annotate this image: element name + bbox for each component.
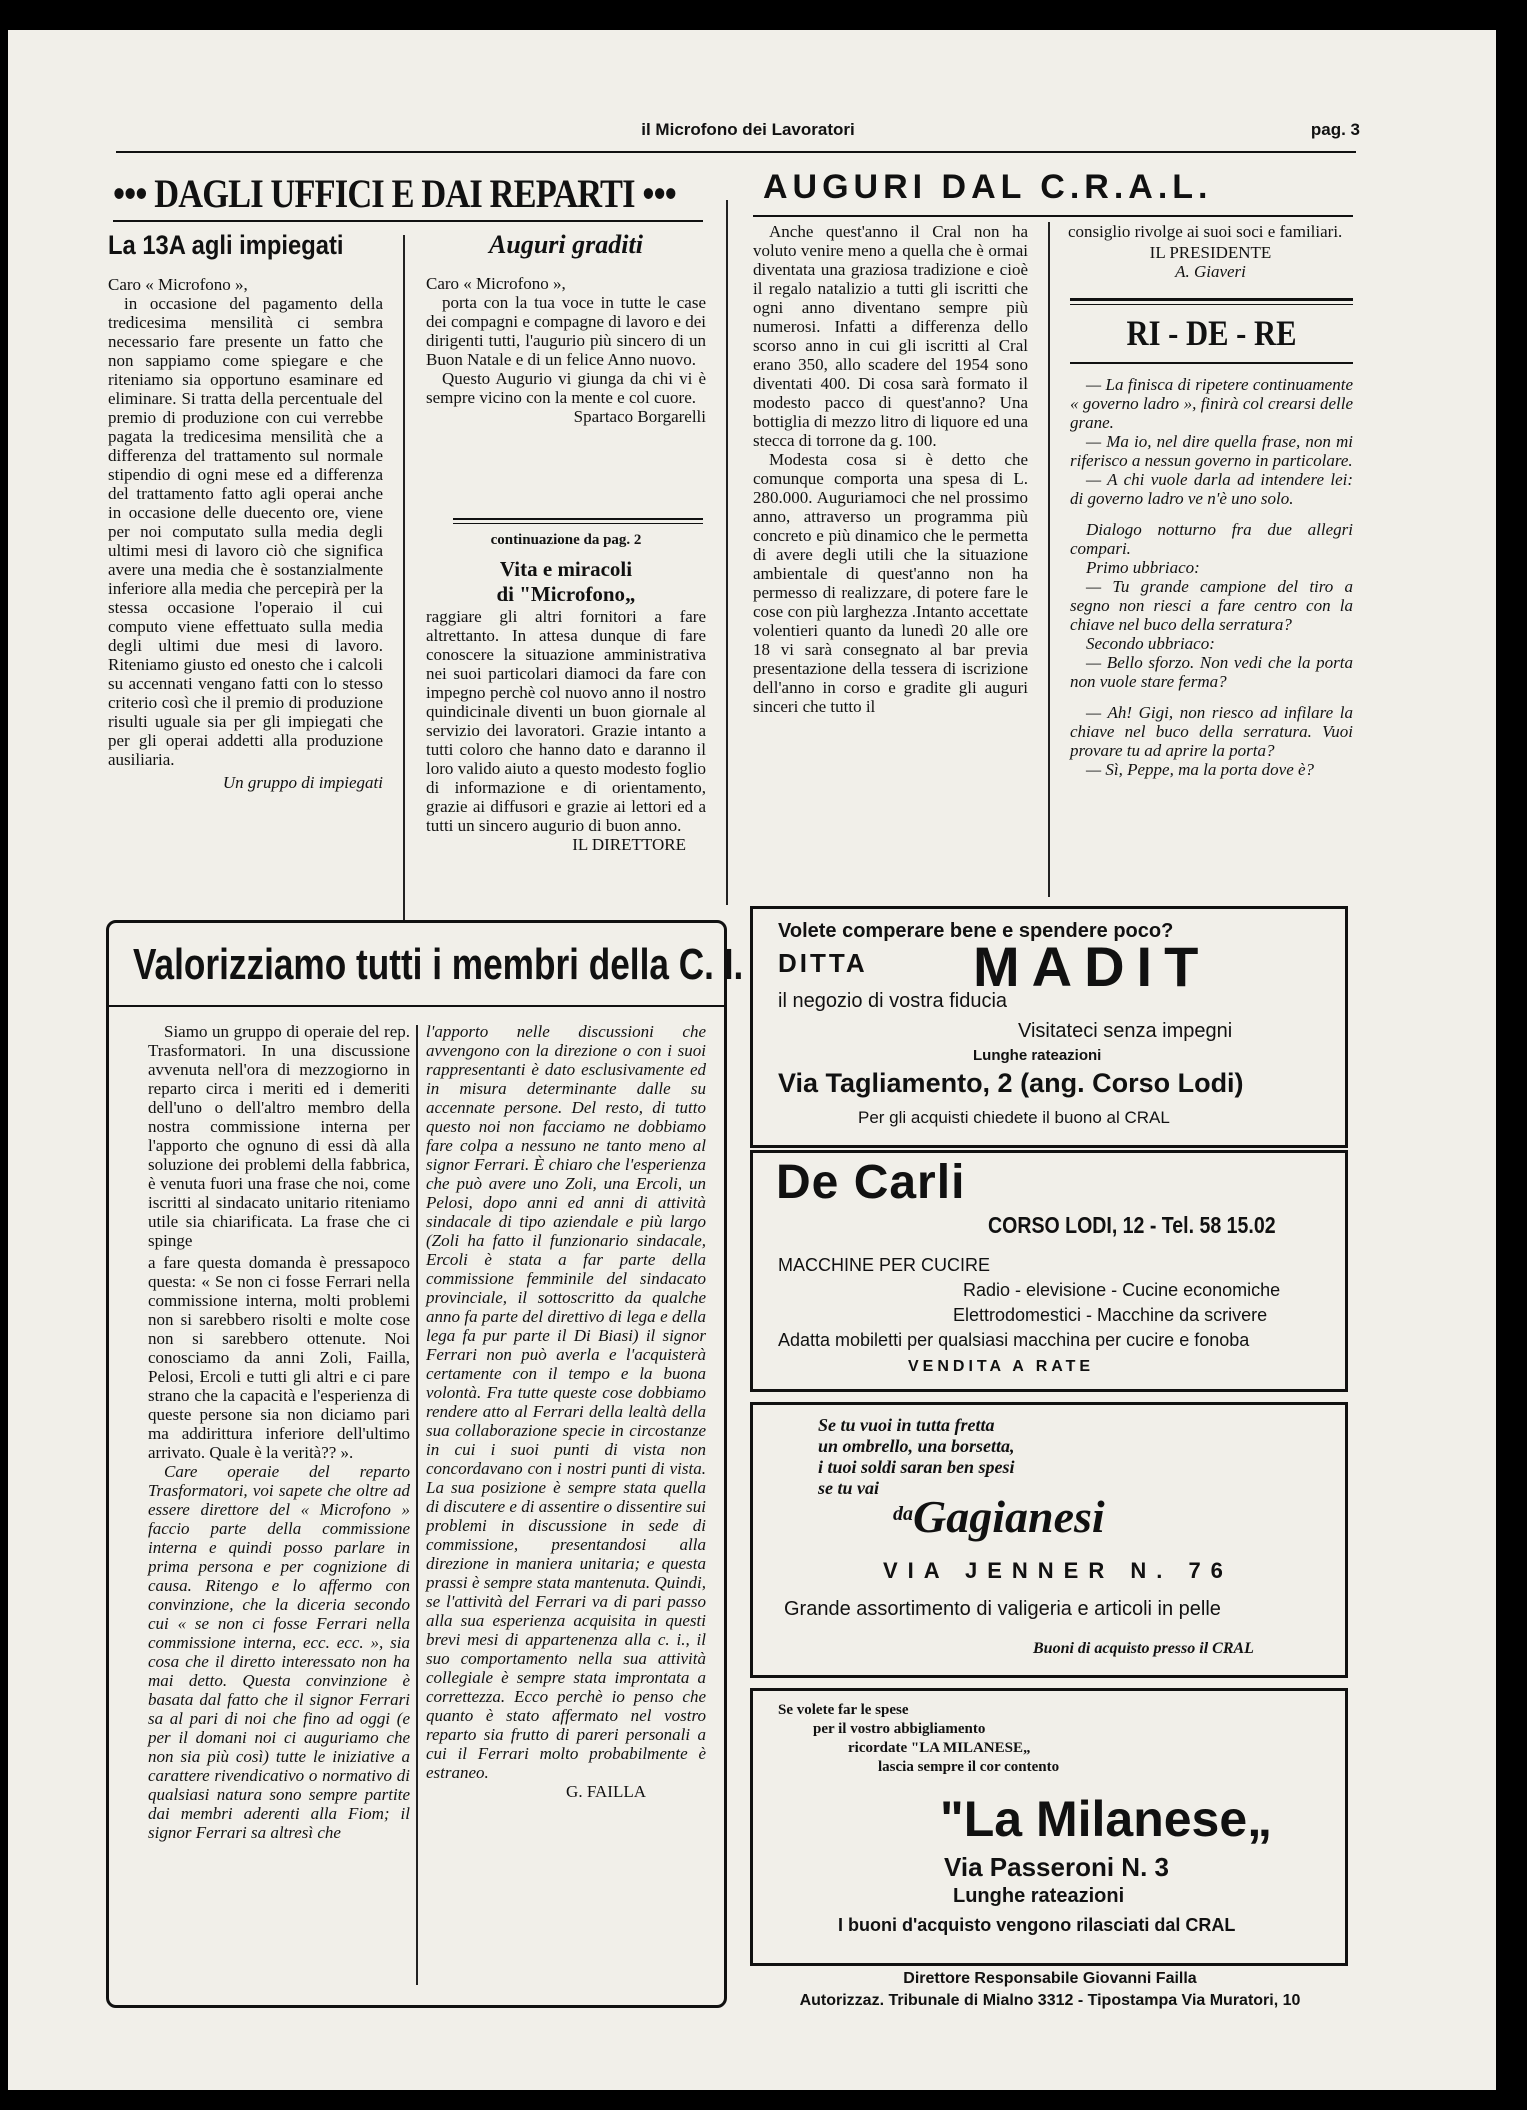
continuation-signature: IL DIRETTORE — [572, 835, 686, 854]
gagianesi-address: VIA JENNER N. 76 — [883, 1558, 1233, 1583]
valorizziamo-col1-b: a fare questa domanda è pressapoco questa: « Se non ci fosse Ferrari nella commissione interna, molti problemi non si sarebbero risolti e molte cose non si sarebbero ottenute. Noi conosciamo da anni Zoli, Failla, Pelosi, Ercoli e tutti gli altri e ci pare strano che la capacità e l'esperienza di queste persone sia non diciamo pari ma addirittura inferiore dell'ultimo arrivato. Quale è la verità?? ». — [148, 1253, 410, 1462]
gagianesi-line-1: Se tu vuoi in tutta fretta — [818, 1415, 995, 1435]
madit-line-1: Volete comperare bene e spendere poco? — [778, 920, 1174, 942]
article-auguri-title: Auguri graditi — [489, 230, 643, 259]
cral-signature-name: A. Giaveri — [1175, 262, 1246, 281]
decarli-address: CORSO LODI, 12 - Tel. 58 15.02 — [988, 1212, 1276, 1238]
newspaper-page — [8, 30, 1496, 2090]
article-impiegati-title: La 13A agli impiegati — [108, 230, 344, 260]
ridere-line-4: — Sì, Peppe, ma la porta dove è? — [1086, 760, 1315, 779]
article-continuation — [426, 532, 706, 854]
milanese-name: "La Milanese„ — [940, 1791, 1273, 1847]
continuation-body: raggiare gli altri fornitori a fare altrettanto. In attesa dunque di fare conoscere la situazione amministrativa nei suoi particolari diamoci da fare con impegno perchè col nuovo anno il nostro quindicinale diventi un buon giornale al servizio dei lavoratori. Grazie intanto a tutti coloro che hanno dato e daranno il loro valido aiuto a questo modesto foglio di informazione e di orientamento, grazie ai diffusori e grazie ai lettori ed a tutti un sincero augurio di buon anno. — [426, 607, 706, 835]
ridere-joke-1: — La finisca di ripetere continuamente « governo ladro », finirà col crearsi delle grane. — [1070, 375, 1353, 432]
milanese-line-4: lascia sempre il cor contento — [878, 1759, 1060, 1775]
article-auguri-body: porta con la tua voce in tutte le case dei compagni e compagne di lavoro e dei dirigenti tutti, l'augurio più sincero di un Buon Natale e di un felice Anno nuovo. — [426, 293, 706, 369]
ridere-speaker-2: Secondo ubbriaco: — [1086, 634, 1215, 653]
article-auguri-signature: Spartaco Borgarelli — [573, 407, 706, 426]
gagianesi-line-6: Buoni di acquisto presso il CRAL — [1033, 1640, 1254, 1657]
cral-body-1: Anche quest'anno il Cral non ha voluto venire meno a quella che è ormai diventata una graziosa tradizione e cioè il regalo natalizio a tutti gli iscritti che ogni anno diventano sempre più numerosi. Infatti a differenza dello scorso anno in cui gli iscritti al Cral erano 350, allo scadere del 1954 sono diventati 400. Di cosa sarà formato il modesto pacco di quest'anno? Una bottiglia di mezzo litro di liquore ed una stecca di torrone da g. 100. — [753, 222, 1028, 450]
milanese-line-1: Se volete far le spese — [778, 1702, 909, 1718]
decarli-line-1: MACCHINE PER CUCIRE — [778, 1255, 991, 1275]
madit-line-2: il negozio di vostra fiducia — [778, 990, 1008, 1012]
valorizziamo-col-2 — [426, 1022, 706, 1801]
article-impiegati — [108, 230, 383, 792]
continuation-title-1: Vita e miracoli — [499, 557, 633, 581]
ridere-intro: Dialogo notturno fra due allegri compari. — [1070, 520, 1353, 558]
ridere-joke-2: — Ma io, nel dire quella frase, non mi riferisco a nessun governo in particolare. — [1070, 432, 1353, 470]
article-impiegati-salutation: Caro « Microfono », — [108, 275, 248, 294]
milanese-line-2: per il vostro abbigliamento — [813, 1721, 986, 1737]
cral-body-2: Modesta cosa si è detto che comunque comporta una spesa di L. 280.000. Auguriamoci che nel prossimo anno, attraverso un programma più concreto e più dinamico che le permetta di avere degli utili che la situazione ambientale di quest'anno non ha permesso di realizzare, di potere fare le cose con più larghezza .Intanto accettate volentieri quanto da lunedì 20 alle ore 18 vi sarà consegnato al bar previa presentazione della tessera di iscrizione dell'anno in corso e gradite gli auguri sinceri che tutto il — [753, 450, 1028, 716]
milanese-line-5: Lunghe rateazioni — [953, 1885, 1125, 1907]
article-auguri-salutation: Caro « Microfono », — [426, 274, 566, 293]
decarli-line-2: Radio - elevisione - Cucine economiche — [963, 1280, 1281, 1300]
gagianesi-line-5: Grande assortimento di valigeria e articoli in pelle — [784, 1598, 1221, 1620]
gagianesi-name: Gagianesi — [913, 1491, 1105, 1542]
decarli-name: De Carli — [776, 1156, 966, 1209]
gagianesi-da: da — [893, 1503, 913, 1525]
milanese-address: Via Passeroni N. 3 — [944, 1852, 1169, 1882]
valorizziamo-col1-c: Care operaie del reparto Trasformatori, voi sapete che oltre ad essere direttore del « Microfono » faccio parte della commissione interna e quindi posso parlare in prima persona e per cognizione di causa. Ritengo e lo affermo con convinzione, che la diceria secondo cui « se non ci fosse Ferrari nella commissione interna, ecc. ecc. », sia cosa che il diretto interessato non ha mai detto. Questa convinzione è basata dal fatto che il signor Ferrari sa al pari di noi che fino ad oggi (e per il domani noi ci auguriamo che non sia più così) tutte le iniziative a carattere rivendicativo o normativo di qualsiasi natura sono sempre partite dai membri aderenti alla Fiom; il signor Ferrari sa altresì che — [148, 1462, 410, 1842]
article-impiegati-signature: Un gruppo di impiegati — [222, 773, 383, 792]
uffici-banner: ••• DAGLI UFFICI E DAI REPARTI ••• — [113, 171, 676, 216]
ridere-line-1: — Tu grande campione del tiro a segno non riesci a fare centro con la chiave nel buco della serratura? — [1070, 577, 1353, 634]
madit-line-3: Visitateci senza impegni — [1018, 1020, 1233, 1042]
valorizziamo-col-1 — [148, 1022, 410, 1842]
gagianesi-line-2: un ombrello, una borsetta, — [818, 1436, 1015, 1456]
article-auguri — [426, 230, 706, 426]
valorizziamo-signature: G. FAILLA — [566, 1782, 646, 1801]
madit-line-5: Per gli acquisti chiedete il buono al CRAL — [858, 1108, 1170, 1127]
valorizziamo-col2: l'apporto nelle discussioni che avvengono con la direzione o con i suoi rappresentanti è dato esclusivamente ed in misura determinante dalle su accennate persone. Del resto, di tutto questo noi non facciamo ne dobbiamo fare colpa a nessuno ne tanto meno al signor Ferrari. È chiaro che l'esperienza che può avere uno Zoli, una Ercoli, un Pelosi, dopo anni ed anni di attività sindacale di tipo aziendale e più largo (Zoli ha fatto il funzionario sindacale, Ercoli è stata a far parte della commissione femminile del sindacato provinciale, il sottoscritto da qualche anno fa parte del direttivo di lega e della lega fa pur parte il Di Biasi) il signor Ferrari non può averla e l'acquisterà certamente con il tempo e la buona volontà. Fra tutte queste cose dobbiamo rendere atto al Ferrari della lealtà della sua collaborazione specie in circostanze in cui i suoi punti di vista non concordavano con i nostri punti di vista. La sua posizione è sempre stata quella di discutere e di assentire o dissentire sui problemi in discussione in sede di commissione, presentandosi alla direzione in maniera unitaria; e questa prassi è sempre stata mantenuta. Quindi, se l'attività del Ferrari va di pari passo alla sua esperienza acquisita in questi brevi mesi di appartenenza alla c. i., il suo comportamento nella sua attività collegiale è sempre stata improntata a correttezza. Ecco perchè io penso che quanto è stato affermato nel vostro reparto sia frutto di pareri personali a cui il Ferrari molto probabilmente è estraneo. — [426, 1022, 706, 1782]
madit-address: Via Tagliamento, 2 (ang. Corso Lodi) — [778, 1068, 1244, 1098]
page-number: pag. 3 — [1310, 120, 1360, 139]
cral-signature-title: IL PRESIDENTE — [1149, 243, 1272, 262]
footer-line-1: Direttore Responsabile Giovanni Failla — [903, 1970, 1197, 1987]
ridere-speaker-1: Primo ubbriaco: — [1086, 558, 1200, 577]
continuation-title-2: di "Microfono„ — [496, 582, 636, 606]
gagianesi-line-3: i tuoi soldi saran ben spesi — [818, 1457, 1015, 1477]
decarli-line-5: VENDITA A RATE — [908, 1358, 1095, 1375]
ridere-line-3: — Ah! Gigi, non riesco ad infilare la chiave nel buco della serratura. Vuoi provare tu ad aprire la porta? — [1070, 703, 1353, 760]
cral-title: AUGURI DAL C.R.A.L. — [763, 168, 1213, 206]
ridere-content — [1070, 375, 1353, 779]
madit-line-4: Lunghe rateazioni — [973, 1047, 1102, 1064]
madit-name: MADIT — [973, 935, 1211, 998]
ridere-joke-3: — A chi vuole darla ad intendere lei: di governo ladro ve n'è uno solo. — [1070, 470, 1353, 508]
ridere-line-2: — Bello sforzo. Non vedi che la porta non vuole stare ferma? — [1070, 653, 1353, 691]
ridere-title: RI - DE - RE — [1126, 313, 1297, 353]
gagianesi-line-4: se tu vai — [818, 1478, 879, 1498]
madit-ditta: DITTA — [778, 948, 868, 978]
cral-body-3: consiglio rivolge ai suoi soci e familiari. — [1068, 222, 1343, 241]
footer-line-2: Autorizzaz. Tribunale di Mialno 3312 - Tipostampa Via Muratori, 10 — [799, 1992, 1301, 2009]
article-impiegati-body: in occasione del pagamento della tredicesima mensilità ci sembra necessario fare presente un fatto che non sappiamo come spiegare e che riteniamo sia opportuno esaminare ed eliminare. Si tratta della percentuale del premio di produzione con cui verrebbe pagata la tredicesima mensilità che a differenza del trattamento sul normale stipendio di ogni mese ed a differenza del trattamento fatto agli operai anche in occasione delle duecento ore, viene per noi computato sulla media degli ultimi mesi di lavoro ciò che significa avere una media che è sostanzialmente inferiore alla media che percepirà per la stessa occasione l'operaio il cui computo viene effettuato sulla media degli ultimi due mesi di lavoro. Riteniamo giusto ed onesto che i calcoli su accennati vengano fatti con lo stesso criterio così che il premio di produzione risulti uguale sia per gli impiegati che per gli operai addetti alla produzione ausiliaria. — [108, 294, 383, 769]
valorizziamo-title: Valorizziamo tutti i membri della C. I. — [133, 940, 744, 989]
cral-article-end — [1068, 222, 1353, 281]
decarli-line-4: Adatta mobiletti per qualsiasi macchina per cucire e fonoba — [778, 1330, 1250, 1350]
valorizziamo-col1-a: Siamo un gruppo di operaie del rep. Trasformatori. In una discussione avvenuta nell'ora di mezzogiorno in reparto circa i meriti ed i demeriti dell'uno o dell'altro membro della nostra commissione interna per l'apporto che ognuno di essi dà alla soluzione dei problemi della fabbrica, è venuta fuori una frase che noi, come iscritti al sindacato unitario riteniamo utile sia chiarificata. La frase che ci spinge — [148, 1022, 410, 1250]
article-auguri-body2: Questo Augurio vi giunga da chi vi è sempre vicino con la mente e col cuore. — [426, 369, 706, 407]
continuation-label: continuazione da pag. 2 — [490, 532, 642, 548]
decarli-line-3: Elettrodomestici - Macchine da scrivere — [953, 1305, 1268, 1325]
header-title: il Microfono dei Lavoratori — [641, 120, 855, 139]
milanese-line-3: ricordate "LA MILANESE„ — [848, 1740, 1031, 1756]
cral-article — [753, 222, 1028, 716]
milanese-line-6: I buoni d'acquisto vengono rilasciati dal CRAL — [838, 1915, 1236, 1935]
